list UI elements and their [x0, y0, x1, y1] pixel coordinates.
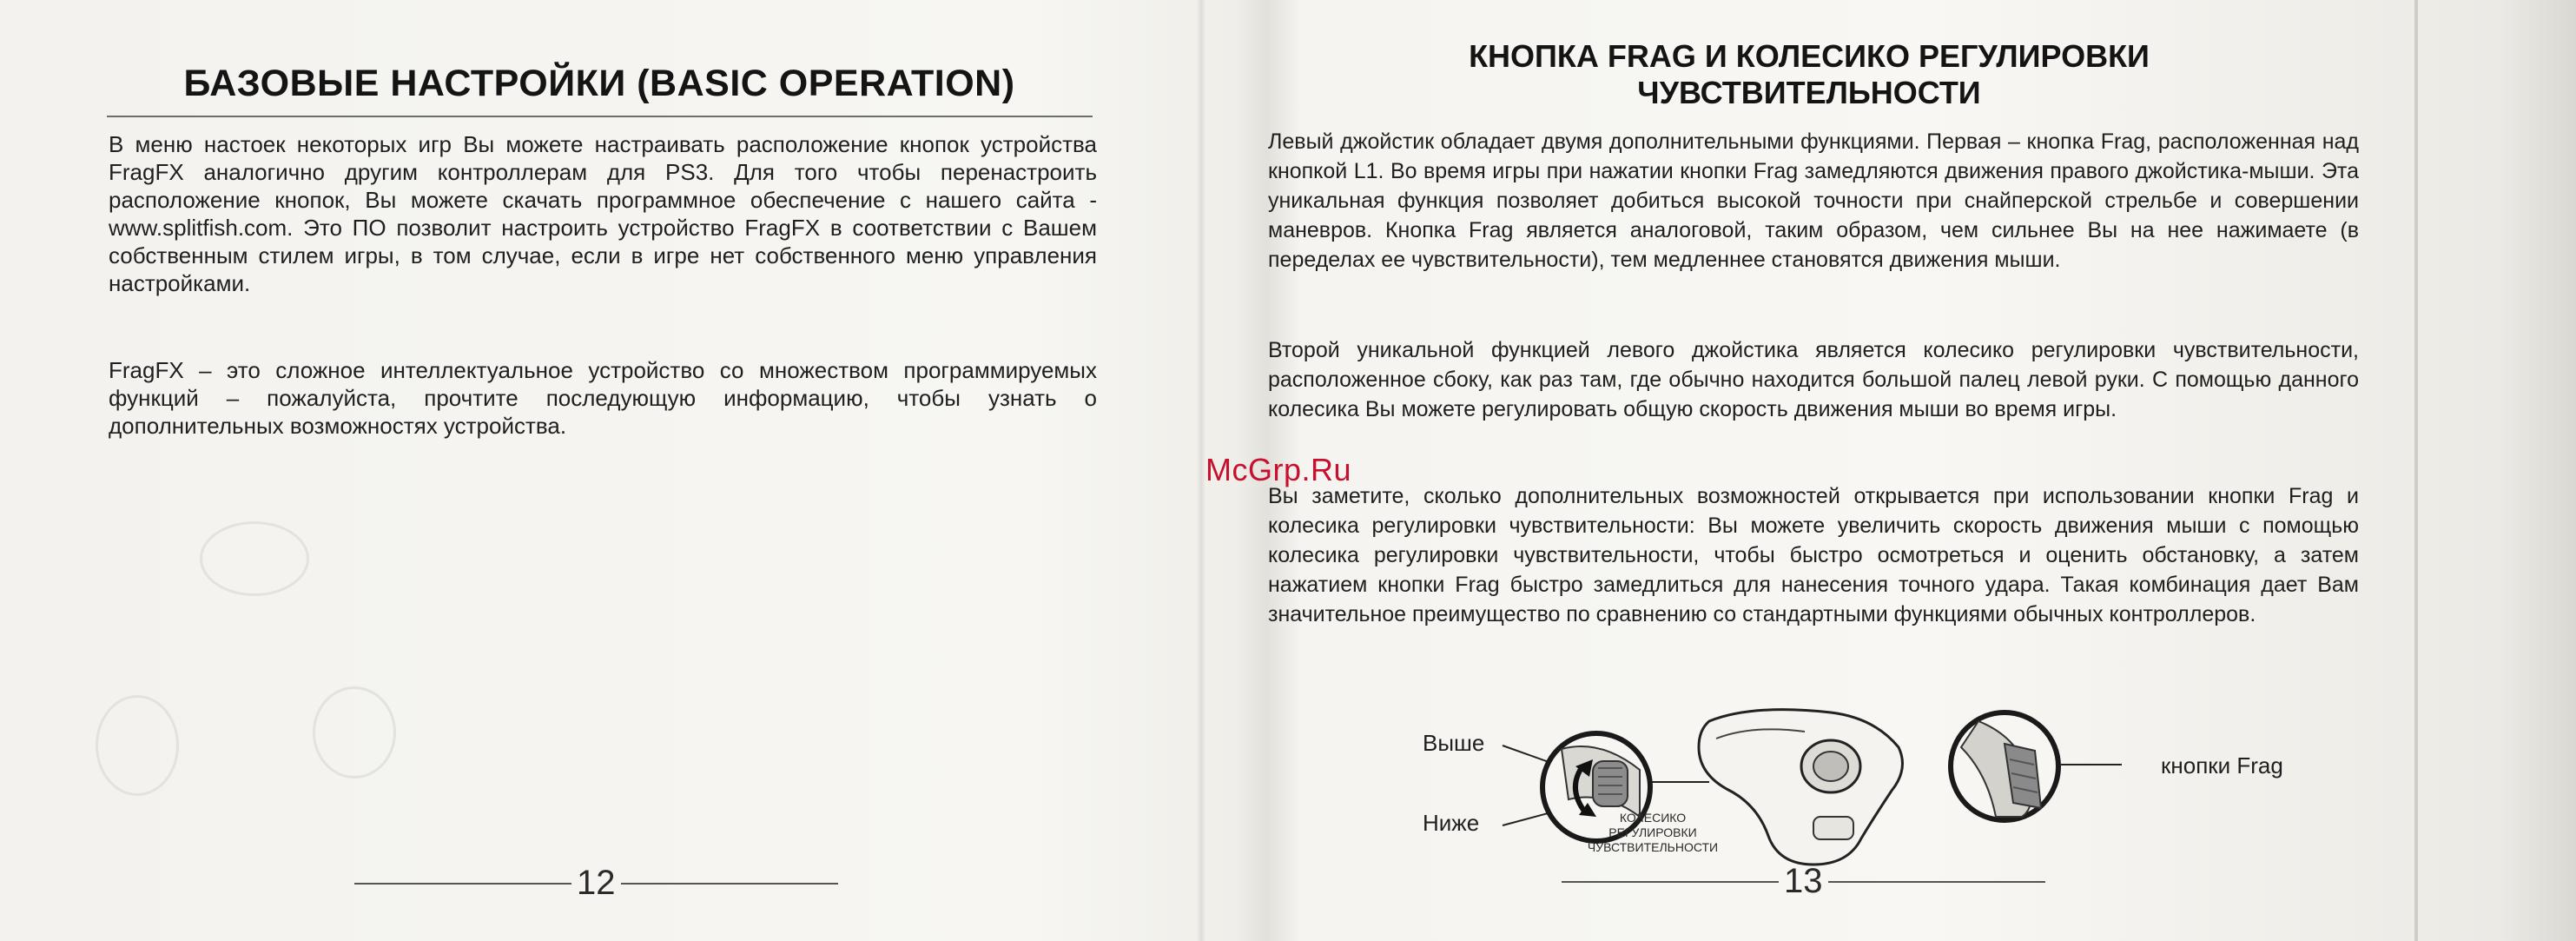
page-edge: [2414, 0, 2418, 941]
controller-figure: [1423, 686, 2291, 886]
controller-illustration: [1423, 686, 2291, 886]
paragraph: В меню настоек некоторых игр Вы можете настраивать расположение кнопок устройства FragFX аналогично другим контроллерам для PS3. Для того чтобы перенастроить расположение кнопок, Вы можете скачать программное обеспечение с нашего сайта - www.splitfish.com. Это ПО позволит настроить устройство FragFX в соответствии с Вашем собственным стилем игры, в том случае, если в игре нет собственного меню управления настройками.: [109, 131, 1097, 296]
right-page: [1205, 0, 2414, 941]
left-page: [0, 0, 1199, 941]
show-through-mark: [96, 695, 179, 796]
figure-label-wheel: [1579, 811, 1727, 855]
watermark: McGrp.Ru: [1205, 452, 1352, 487]
show-through-mark: [313, 686, 396, 779]
page-number: [354, 864, 838, 903]
controller-body: [1699, 710, 1903, 865]
page-title: [1362, 38, 2256, 111]
paragraph: Второй уникальной функцией левого джойстика является колесико регулировки чувствительности, расположенное сбоку, как раз там, где обычно находится большой палец левой руки. С помощью данного колесика Вы можете регулировать общую скорость движения мыши во время игры.: [1268, 338, 2359, 421]
page-number-rule: [1562, 881, 1779, 883]
figure-label-up: Выше: [1423, 730, 1485, 756]
figure-label-down: Ниже: [1423, 810, 1480, 836]
figure-label-frag: кнопки Frag: [2161, 752, 2283, 779]
page-title-line: КНОПКА FRAG И КОЛЕСИКО РЕГУЛИРОВКИ: [1469, 38, 2150, 74]
page-number-value: 12: [577, 864, 616, 902]
page-number-rule: [1828, 881, 2045, 883]
frag-button-detail-icon: [1951, 712, 2058, 820]
page-number-rule: [621, 883, 838, 885]
page-number-value: 13: [1784, 862, 1823, 900]
page-number: [1562, 862, 2045, 901]
paragraph: Вы заметите, сколько дополнительных возможностей открывается при использовании кнопки Frag и колесика регулировки чувствительности: Вы можете увеличить скорость движения мыши с помощью колесика регулировки чувствительности, чтобы быстро осмотреться и оценить обстановку, а затем нажатием кнопки Frag быстро замедлиться для нанесения точного удара. Такая комбинация дает Вам значительное преимущество по сравнению со стандартными функциями обычных контроллеров.: [1268, 484, 2359, 626]
title-underline: [107, 116, 1093, 117]
page-title: БАЗОВЫЕ НАСТРОЙКИ (BASIC OPERATION): [183, 63, 1015, 104]
leader-line-up: [1503, 746, 1551, 763]
show-through-mark: [200, 521, 309, 596]
figure-label-wheel-line: КОЛЕСИКО: [1619, 811, 1687, 825]
page-number-rule: [354, 883, 571, 885]
leader-line-down: [1503, 812, 1551, 825]
paragraph: FragFX – это сложное интеллектуальное устройство со множеством программируемых функций – пожалуйста, прочтите последующую информацию, чтобы узнать о дополнительных возможностях устройства.: [109, 357, 1097, 439]
figure-label-wheel-line: РЕГУЛИРОВКИ: [1608, 825, 1697, 839]
page-title-line: ЧУВСТВИТЕЛЬНОСТИ: [1637, 75, 1981, 110]
paragraph: Левый джойстик обладает двумя дополнительными функциями. Первая – кнопка Frag, расположенная над кнопкой L1. Во время игры при нажатии кнопки Frag замедляются движения правого джойстика-мыши. Эта уникальная функция позволяет добиться высокой точности при снайперской стрельбе и совершении маневров. Кнопка Frag является аналоговой, таким образом, чем сильнее Вы на нее нажимаете (в переделах ее чувствительности), тем медленнее становятся движения мыши.: [1268, 129, 2359, 272]
figure-label-wheel-line: ЧУВСТВИТЕЛЬНОСТИ: [1587, 840, 1719, 854]
